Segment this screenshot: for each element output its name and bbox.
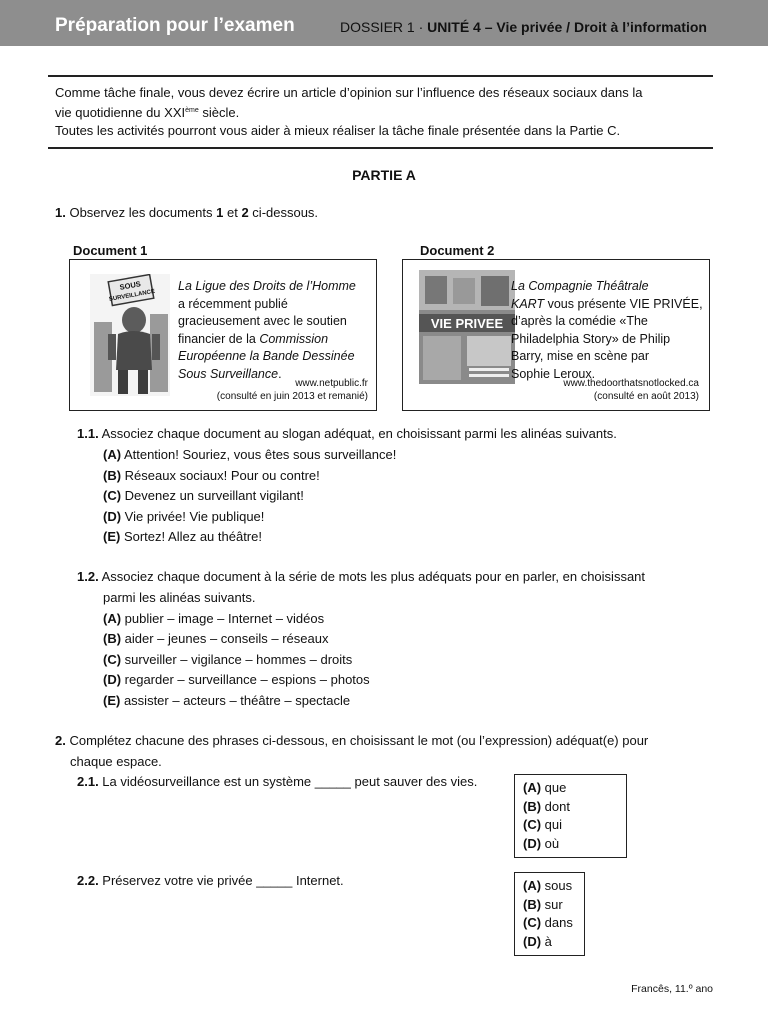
choice-option[interactable]: (D) à bbox=[523, 933, 552, 949]
list-item: (D) regarder – surveillance – espions – photos bbox=[103, 672, 370, 687]
document-1-source: www.netpublic.fr (consulté en juin 2013 et remanié) bbox=[216, 378, 368, 402]
choices-2-2 bbox=[514, 872, 585, 956]
list-item: (B) Réseaux sociaux! Pour ou contre! bbox=[103, 467, 320, 483]
document-1-box bbox=[69, 259, 377, 411]
document-2-source: www.thedoorthatsnotlocked.ca (consulté en août 2013) bbox=[563, 378, 699, 402]
svg-text:SURVEILLANCE: SURVEILLANCE bbox=[108, 288, 156, 303]
choice-option[interactable]: (B) sur bbox=[523, 896, 563, 912]
choices-2-1 bbox=[514, 774, 627, 858]
question-2-continued: chaque espace. bbox=[70, 754, 162, 769]
comic-illustration-icon bbox=[90, 274, 170, 396]
question-1: 1. Observez les documents 1 et 2 ci-dessous. bbox=[55, 205, 319, 220]
document-1-text: La Ligue des Droits de l’Homme a récemment publié gracieusement avec le soutien financier de la Commission Européenne la Bande Dessinée Sous Surveillance. bbox=[178, 279, 356, 381]
list-item: (C) Devenez un surveillant vigilant! bbox=[103, 488, 304, 503]
page-footer: Francês, 11.º ano bbox=[631, 983, 713, 995]
choice-option[interactable]: (A) sous bbox=[523, 878, 573, 893]
list-item: (E) assister – acteurs – théâtre – spectacle bbox=[103, 692, 351, 708]
question-1-2-continued: parmi les alinéas suivants. bbox=[103, 590, 256, 605]
section-title: PARTIE A bbox=[352, 167, 416, 183]
svg-text:VIE PRIVEE: VIE PRIVEE bbox=[430, 316, 504, 331]
question-2-2: 2.2. Préservez votre vie privée _____ Internet. bbox=[77, 873, 344, 888]
list-item: (C) surveiller – vigilance – hommes – droits bbox=[103, 651, 353, 667]
document-2-text: La Compagnie Théâtrale KART vous présente VIE PRIVÉE, d’après la comédie «The Philadelphia Story» de Philip Barry, mise en scène par Sophie Leroux. bbox=[511, 279, 703, 381]
question-1-2: 1.2. Associez chaque document à la série de mots les plus adéquats pour en parler, en choisissant bbox=[77, 569, 646, 584]
intro-text: Comme tâche finale, vous devez écrire un article d’opinion sur l’influence des réseaux sociaux dans la vie quotidienne du XXIème siècle. Toutes les activités pourront vous aider à mieux réaliser la tâche finale présentée dans la Partie C. bbox=[55, 85, 643, 138]
divider-top bbox=[48, 75, 713, 77]
list-item: (E) Sortez! Allez au théâtre! bbox=[103, 529, 262, 544]
header-unit: DOSSIER 1 · UNITÉ 4 – Vie privée / Droit à l’information bbox=[340, 19, 707, 35]
document-2-title: Document 2 bbox=[420, 243, 495, 258]
question-1-1: 1.1. Associez chaque document au slogan adéquat, en choisissant parmi les alinéas suivants. bbox=[77, 426, 617, 441]
document-1-title: Document 1 bbox=[73, 243, 148, 258]
header-dossier: DOSSIER 1 bbox=[340, 19, 415, 35]
header-unit-title: UNITÉ 4 – Vie privée / Droit à l’information bbox=[427, 19, 707, 35]
svg-text:SOUS: SOUS bbox=[118, 279, 142, 292]
question-2-1: 2.1. La vidéosurveillance est un système _____ peut sauver des vies. bbox=[77, 774, 478, 789]
choice-option[interactable]: (C) qui bbox=[523, 817, 563, 832]
list-item: (B) aider – jeunes – conseils – réseaux bbox=[103, 631, 329, 646]
document-2-box bbox=[402, 259, 710, 411]
page-header bbox=[0, 0, 768, 46]
theatre-poster-icon bbox=[419, 270, 515, 384]
choice-option[interactable]: (C) dans bbox=[523, 915, 573, 930]
divider-bottom bbox=[48, 147, 713, 149]
choice-option[interactable]: (B) dont bbox=[523, 798, 570, 814]
list-item: (A) Attention! Souriez, vous êtes sous surveillance! bbox=[103, 447, 397, 462]
header-title: Préparation pour l’examen bbox=[55, 15, 295, 36]
list-item: (A) publier – image – Internet – vidéos bbox=[103, 610, 325, 626]
choice-option[interactable]: (D) où bbox=[523, 835, 560, 851]
question-2: 2. Complétez chacune des phrases ci-dessous, en choisissant le mot (ou l’expression) adéquat(e) pour bbox=[55, 733, 649, 748]
list-item: (D) Vie privée! Vie publique! bbox=[103, 508, 265, 524]
choice-option[interactable]: (A) que bbox=[523, 780, 567, 795]
